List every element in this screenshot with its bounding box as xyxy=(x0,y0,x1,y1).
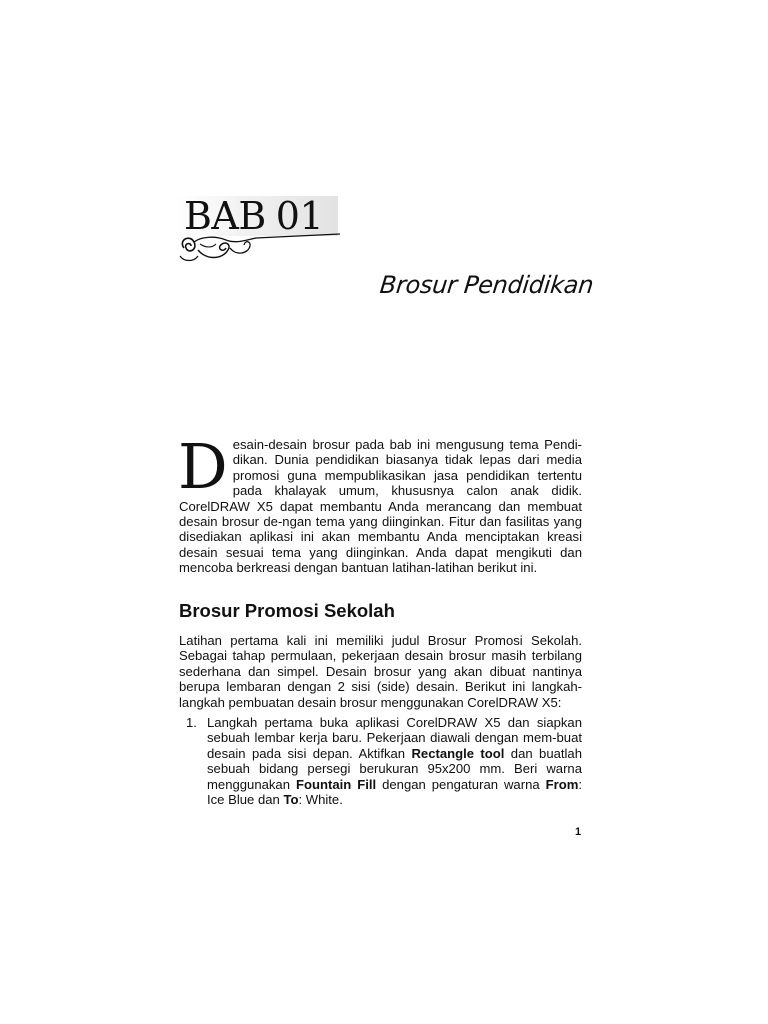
section-heading: Brosur Promosi Sekolah xyxy=(179,600,395,621)
list-item-number: 1. xyxy=(186,715,197,730)
chapter-title: Brosur Pendidikan xyxy=(378,271,595,299)
chapter-number: 01 xyxy=(275,194,324,238)
intro-paragraph xyxy=(178,430,582,576)
step-bold-term: Rectangle tool xyxy=(411,745,505,761)
chapter-header xyxy=(176,196,338,268)
step-text-part: dan buatlah sebuah bidang persegi berukuran 95x200 mm. Beri warna menggunakan xyxy=(207,745,582,792)
chapter-label-text: BAB xyxy=(184,194,266,238)
drop-cap: D xyxy=(178,430,228,503)
step-text-part: : Ice Blue dan xyxy=(207,776,582,808)
intro-text: esain-desain brosur pada bab ini mengusung tema Pendi-dikan. Dunia pendidikan biasanya tidak lepas dari media promosi guna mempublikasikan jasa pendidikan tertentu pada khalayak umum, khususnya calon anak didik. CorelDRAW X5 dapat membantu Anda merancang dan membuat desain brosur de-ngan tema yang diinginkan. Fitur dan fasilitas yang disediakan aplikasi ini akan membantu Anda menciptakan kreasi desain sesuai tema yang diinginkan. Anda dapat mengikuti dan mencoba berkreasi dengan bantuan latihan-latihan berikut ini. xyxy=(179,437,582,576)
list-item-text xyxy=(207,715,582,807)
step-bold-term: To xyxy=(283,792,299,808)
step-text-part: : White. xyxy=(298,792,343,808)
section-paragraph: Latihan pertama kali ini memiliki judul Brosur Promosi Sekolah. Sebagai tahap permulaan, pekerjaan desain brosur masih terbilang sederhana dan simpel. Desain brosur yang akan dibuat nantinya berupa lembaran dengan 2 sisi (side) desain. Berikut ini langkah-langkah pembuatan desain brosur menggunakan CorelDRAW X5: xyxy=(179,633,582,710)
step-bold-term: From xyxy=(545,776,579,792)
step-text-part: dengan pengaturan warna xyxy=(376,776,546,792)
step-bold-term: Fountain Fill xyxy=(295,776,377,792)
flourish-ornament-icon xyxy=(176,230,342,266)
step-text-part: Langkah pertama buka aplikasi CorelDRAW X5 dan siapkan sebuah lembar kerja baru. Pekerjaan diawali dengan mem-buat desain pada sisi depan. Aktifkan xyxy=(207,715,582,761)
list-item xyxy=(179,715,582,807)
page-number: 1 xyxy=(575,826,582,838)
